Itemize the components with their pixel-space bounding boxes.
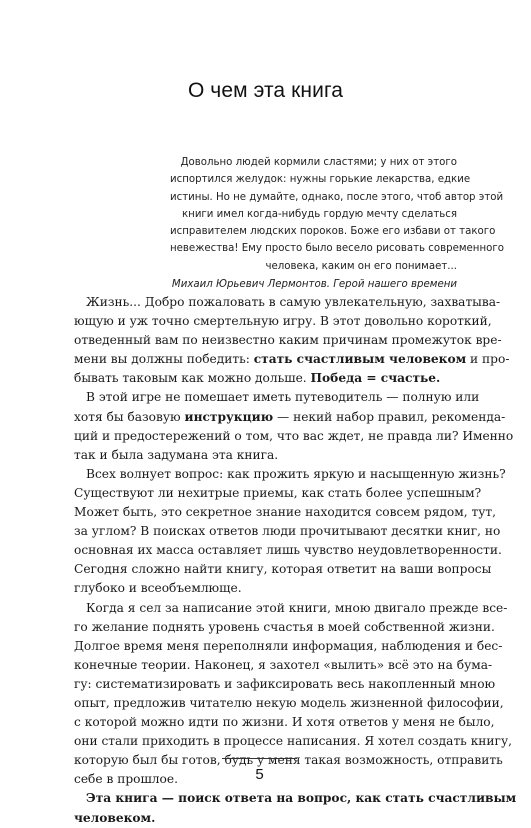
body-line: за углом? В поисках ответов люди прочитывают десятки книг, но (74, 524, 501, 539)
body-line: Сегодня сложно найти книгу, которая ответит на ваши вопросы (74, 562, 492, 577)
epigraph-line: исправителем людских пороков. Боже его избави от такого (170, 226, 496, 238)
body-text-run: хотя бы базовую (74, 409, 185, 424)
epigraph-line: истины. Но не думайте, однако, после этого, чтоб автор этой (170, 191, 504, 203)
body-line (74, 789, 517, 808)
body-line: гу: систематизировать и зафиксировать весь накопленный мною (74, 676, 496, 691)
body-line: которую был бы готов, будь у меня такая возможность, отправить (74, 753, 503, 768)
body-line: опыт, предложив читателю некую модель жизненной философии, (74, 695, 504, 710)
footer-rule (222, 758, 297, 759)
body-line: себе в прошлое. (74, 772, 178, 787)
body-text (74, 293, 517, 828)
epigraph-line: Довольно людей кормили сластями; у них от этого (180, 157, 457, 168)
body-line: с которой можно идти по жизни. И хотя ответов у меня не было, (74, 715, 495, 730)
epigraph-line: книги имел когда-нибудь гордую мечту сделаться (182, 208, 457, 220)
body-line (74, 350, 510, 369)
body-line: ций и предостережений о том, что вас ждет, не правда ли? Именно (74, 428, 514, 443)
body-line: ющую и уж точно смертельную игру. В этот довольно короткий, (74, 314, 492, 329)
body-text-run: мени вы должны победить: (74, 352, 254, 367)
body-text-run: бывать таковым как можно дольше. (74, 371, 311, 386)
bold-phrase: инструкцию (184, 409, 274, 424)
body-line (74, 408, 506, 427)
epigraph-line: испортился желудок: нужны горькие лекарства, едкие (170, 174, 471, 186)
body-line: Существуют ли нехитрые приемы, как стать более успешным? (74, 485, 482, 500)
body-line: Когда я сел за написание этой книги, мною двигало прежде все- (86, 600, 508, 615)
bold-phrase: человеком. (74, 810, 156, 825)
body-line (74, 369, 458, 388)
bold-phrase: Эта книга — поиск ответа на вопрос, как стать счастливым (86, 791, 517, 806)
body-line (74, 809, 458, 828)
body-text-run: и про- (466, 352, 510, 367)
epigraph-attribution: Михаил Юрьевич Лермонтов. Герой нашего времени (171, 279, 457, 291)
body-line: Долгое время меня переполняли информация, наблюдения и бес- (74, 638, 503, 653)
body-line: Всех волнует вопрос: как прожить яркую и насыщенную жизнь? (86, 466, 506, 481)
body-line: так и была задумана эта книга. (74, 447, 279, 462)
body-line: они стали приходить в процессе написания. Я хотел создать книгу, (74, 734, 512, 749)
chapter-title: О чем эта книга (187, 79, 344, 102)
body-text-run: — некий набор правил, рекоменда- (273, 409, 506, 424)
body-line: Жизнь... Добро пожаловать в самую увлекательную, захватыва- (86, 295, 501, 309)
body-line: Может быть, это секретное знание находится совсем рядом, тут, (74, 505, 496, 520)
body-line: В этой игре не помешает иметь путеводитель — полную или (86, 390, 480, 405)
body-line: конечные теории. Наконец, я захотел «вылить» всё это на бума- (74, 657, 493, 672)
body-line: основная их масса оставляет лишь чувство неудовлетворенности. (74, 543, 502, 558)
epigraph-line: человека, каким он его понимает... (265, 260, 457, 272)
epigraph (170, 154, 504, 293)
page-number: 5 (255, 766, 264, 783)
body-line: отведенный вам по неизвестно каким причинам промежуток вре- (74, 333, 502, 348)
body-line: го желание поднять уровень счастья в моей собственной жизни. (74, 619, 495, 634)
bold-phrase: стать счастливым человеком (253, 352, 467, 367)
epigraph-line: невежества! Ему просто было весело рисовать современного (170, 243, 504, 255)
body-line: глубоко и всеобъемлюще. (74, 581, 242, 596)
bold-phrase: Победа = счастье. (310, 371, 441, 386)
